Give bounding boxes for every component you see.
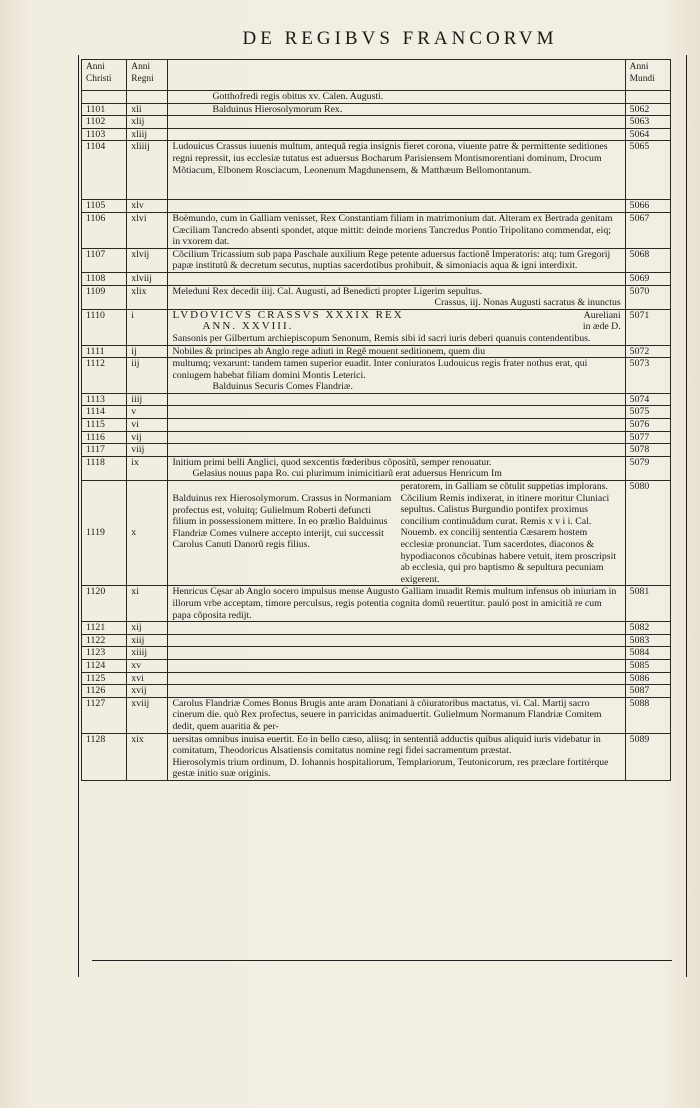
entry-line: Sansonis per Gilbertum archiepiscopum Senonum, Remis sibi id sacri iuris deberi quanuis contendentibus. [172,332,591,344]
year-regni: xiiij [127,647,168,660]
table-row [82,309,671,345]
entry-line: Initium primi belli Anglici, quod sexcentis fœderibus cõpositũ, semper renouatur. [172,456,492,468]
year-regni: x [127,481,168,586]
year-christi: 1122 [82,634,127,647]
year-regni [127,91,168,104]
year-mundi: 5070 [625,285,670,309]
entry-text [168,685,625,698]
year-mundi: 5087 [625,685,670,698]
entry-text [168,358,625,394]
entry-text [168,116,625,129]
year-mundi: 5076 [625,419,670,432]
year-mundi: 5075 [625,406,670,419]
year-mundi: 5083 [625,634,670,647]
table-row [82,393,671,406]
year-christi: 1103 [82,128,127,141]
year-christi: 1113 [82,393,127,406]
year-mundi: 5067 [625,212,670,248]
entry-line: Gelasius nouus papa Ro. cui plurimum inimicitiarũ erat aduersus Henricum Im [192,468,502,480]
table-row [82,622,671,635]
entry-text [168,634,625,647]
entry-text [168,200,625,213]
entry-line: Meleduni Rex decedit iiij. Cal. Augusti, ad Benedicti propter Ligerim sepultus. [172,285,483,297]
entry-text [168,733,625,780]
entry-line: Hierosolymis trium ordinum, D. Iohannis hospitaliorum, Templariorum, Teutonicorum, res præclare fortitérque gestæ initio suæ originis. [172,756,609,780]
year-mundi: 5063 [625,116,670,129]
entry-text [168,456,625,480]
year-christi: 1120 [82,586,127,622]
year-christi: 1107 [82,248,127,272]
entry-text [168,272,625,285]
year-regni: xlij [127,116,168,129]
table-row [82,200,671,213]
reign-years: ANN. XXVIII. [202,320,294,333]
entry-text [168,419,625,432]
entry-text [168,481,625,586]
year-christi: 1126 [82,685,127,698]
side-note: Aureliani [583,309,621,321]
year-christi: 1118 [82,456,127,480]
year-christi: 1125 [82,672,127,685]
entry-text [168,128,625,141]
year-mundi: 5084 [625,647,670,660]
entry-text [168,672,625,685]
chronology-table [81,59,671,781]
table-header-row [82,60,671,91]
year-christi: 1106 [82,212,127,248]
table-row [82,456,671,480]
year-mundi: 5078 [625,444,670,457]
year-regni: xij [127,622,168,635]
year-regni: vij [127,431,168,444]
year-regni: xix [127,733,168,780]
year-mundi: 5079 [625,456,670,480]
year-christi: 1124 [82,659,127,672]
table-row [82,685,671,698]
entry-text [168,393,625,406]
table-row [82,481,671,586]
entry-text: Ludouicus Crassus iuuenis multum, antequã regia insignis fieret corona, viuente patre & permittente seditiones regni repressit, ius ecclesiæ tutatus est aduersus Bocharum Parisiensem Montismorentiani dominum, Drocum Mõtiacum, Elbonem Rosciacum, Leonenum Magdunensem, & Matthæum Bellomontanum. [168,141,625,200]
table-row [82,345,671,358]
year-mundi: 5080 [625,481,670,586]
table-row [82,444,671,457]
year-mundi: 5068 [625,248,670,272]
year-christi: 1128 [82,733,127,780]
table-row [82,91,671,104]
table-row [82,634,671,647]
year-regni: xlviij [127,272,168,285]
year-christi: 1121 [82,622,127,635]
year-christi: 1115 [82,419,127,432]
year-regni: xlv [127,200,168,213]
entry-line: uersitas omnibus inuisa euertit. Eo in bello cæso, aliisq; in sententiã adductis quibus aliquid iuris videbatur in comitatum, Theodoricus Alsatiensis comitatus nomine regi fidei sacramentum præstat. [172,733,601,757]
entry-text: Boëmundo, cum in Galliam venisset, Rex Constantiam filiam in matrimonium dat. Alteram ex Bertrada genitam Cæciliam Tancredo absenti spondet, atque mittit: deinde moriens Tancredus Pontio Tripolitano commendat, eiq; in vxorem dat. [168,212,625,248]
table-row [82,248,671,272]
side-note: in æde D. [582,321,621,333]
year-regni: xiij [127,634,168,647]
entry-text [168,622,625,635]
table-row [82,586,671,622]
table-row [82,406,671,419]
entry-text: Gotthofredi regis obitus xv. Calen. Augusti. [168,91,625,104]
year-mundi: 5074 [625,393,670,406]
year-mundi: 5081 [625,586,670,622]
table-row [82,116,671,129]
header-text-column [168,60,625,91]
entry-line: multumq; vexarunt: tandem tamen superior euadit. Inter coniuratos Ludouicus regis frater nothus erat, qui coniugem habebat filiam domini Montis Leterici. [172,358,588,381]
entry-text [168,309,625,345]
entry-text [168,444,625,457]
year-regni: xli [127,103,168,116]
year-regni: vi [127,419,168,432]
year-christi: 1127 [82,697,127,733]
entry-text: Carolus Flandriæ Comes Bonus Brugis ante aram Donatiani à cõiuratoribus mactatus, vi. Cal. Martij sacro cinerum die. quò Rex profectus, seuere in parricidas animaduertit. Gulielmum Normanum Flandriæ Comitem dedit, quem auaritia & per- [168,697,625,733]
entry-text [168,647,625,660]
year-regni: xlix [127,285,168,309]
entry-line: Balduinus Securis Comes Flandriæ. [212,381,353,393]
year-regni: xvij [127,685,168,698]
table-row [82,285,671,309]
entry-text: Cõcilium Tricassium sub papa Paschale auxilium Rege petente aduersus factionẽ Imperatoris: atq; tum Gregorij papæ institutũ & decretum secutus, nuptias sacerdotibus prohibuit, & simoniacis aqua & igni interdixit. [168,248,625,272]
table-row [82,697,671,733]
entry-text: Henricus Cęsar ab Anglo socero impulsus mense Augusto Galliam inuadit Remis multum infensus ob iniuriam in illorum vrbe acceptam, timore perculsus, regis potentia cognita domũ reuertitur. pauló post in amicitiã re cum papa cõposita redijt. [168,586,625,622]
bottom-rule [92,960,672,961]
entry-line: Crassus, iij. Nonas Augusti sacratus & inunctus [434,297,621,309]
header-anni-regni: Anni Regni [127,60,168,91]
year-christi: 1114 [82,406,127,419]
year-christi: 1104 [82,141,127,200]
running-head: DE REGIBVS FRANCORVM [242,28,558,49]
year-regni: v [127,406,168,419]
table-row [82,212,671,248]
year-regni: ij [127,345,168,358]
table-row [82,672,671,685]
entry-text [168,431,625,444]
table-row [82,358,671,394]
year-mundi: 5077 [625,431,670,444]
year-regni: xlvi [127,212,168,248]
year-christi: 1110 [82,309,127,345]
year-mundi: 5082 [625,622,670,635]
year-regni: viij [127,444,168,457]
table-row [82,272,671,285]
year-regni: xviij [127,697,168,733]
year-mundi: 5089 [625,733,670,780]
year-mundi [625,91,670,104]
year-christi: 1108 [82,272,127,285]
table-row [82,103,671,116]
year-christi: 1117 [82,444,127,457]
entry-text [168,406,625,419]
year-regni: xliiij [127,141,168,200]
year-regni: ix [127,456,168,480]
year-regni: xliij [127,128,168,141]
year-regni: iiij [127,393,168,406]
year-mundi: 5071 [625,309,670,345]
year-mundi: 5086 [625,672,670,685]
year-mundi: 5064 [625,128,670,141]
year-christi: 1116 [82,431,127,444]
header-anni-mundi: Anni Mundi [625,60,670,91]
year-regni: xi [127,586,168,622]
entry-text: Nobiles & principes ab Anglo rege adiuti in Regẽ mouent seditionem, quem diu [168,345,625,358]
year-mundi: 5069 [625,272,670,285]
entry-text [168,659,625,672]
year-christi: 1105 [82,200,127,213]
year-regni: i [127,309,168,345]
entry-text: Balduinus Hierosolymorum Rex. [168,103,625,116]
table-row [82,141,671,200]
year-regni: iij [127,358,168,394]
year-mundi: 5062 [625,103,670,116]
year-mundi: 5088 [625,697,670,733]
entry-text [168,285,625,309]
entry-left-column: Balduinus rex Hierosolymorum. Crassus in Normaniam profectus est, voluitq; Gulielmum Roberti defuncti filium in possessionem mittere. In eo prælio Balduinus Flandriæ Comes vulnere accepto interijt, cui successit Carolus Canuti Danorũ regis filius. [172,493,392,551]
table-row [82,659,671,672]
year-regni: xv [127,659,168,672]
header-anni-christi: Anni Christi [82,60,127,91]
table-row [82,647,671,660]
year-mundi: 5072 [625,345,670,358]
year-regni: xvi [127,672,168,685]
year-christi: 1111 [82,345,127,358]
table-row [82,733,671,780]
table-row [82,431,671,444]
year-christi: 1101 [82,103,127,116]
year-christi: 1112 [82,358,127,394]
year-mundi: 5073 [625,358,670,394]
reign-heading: LVDOVICVS CRASSVS XXXIX REX [172,309,404,321]
year-christi: 1123 [82,647,127,660]
year-christi: 1102 [82,116,127,129]
year-mundi: 5085 [625,659,670,672]
table-row [82,419,671,432]
year-christi: 1119 [82,481,127,586]
year-christi: 1109 [82,285,127,309]
year-christi [82,91,127,104]
year-regni: xlvij [127,248,168,272]
year-mundi: 5066 [625,200,670,213]
table-row [82,128,671,141]
entry-right-column: peratorem, in Galliam se cõtulit suppetias implorans. Cõcilium Remis indixerat, in itinere moritur Cluniaci sepultus. Calistus Burgundio pontifex proximus concilium continuãdum curat. Remis x v i i. Cal. Nouemb. ex concilij sententia Cæsarem hostem ecclesiæ pronunciat. Tum sacerdotes, diaconos & hypodiaconos cõcubinas habere vetuit, item proscripsit ab ecclesia, qui pro baptismo & sepultura pecuniam exigerent. [400,481,617,585]
year-mundi: 5065 [625,141,670,200]
